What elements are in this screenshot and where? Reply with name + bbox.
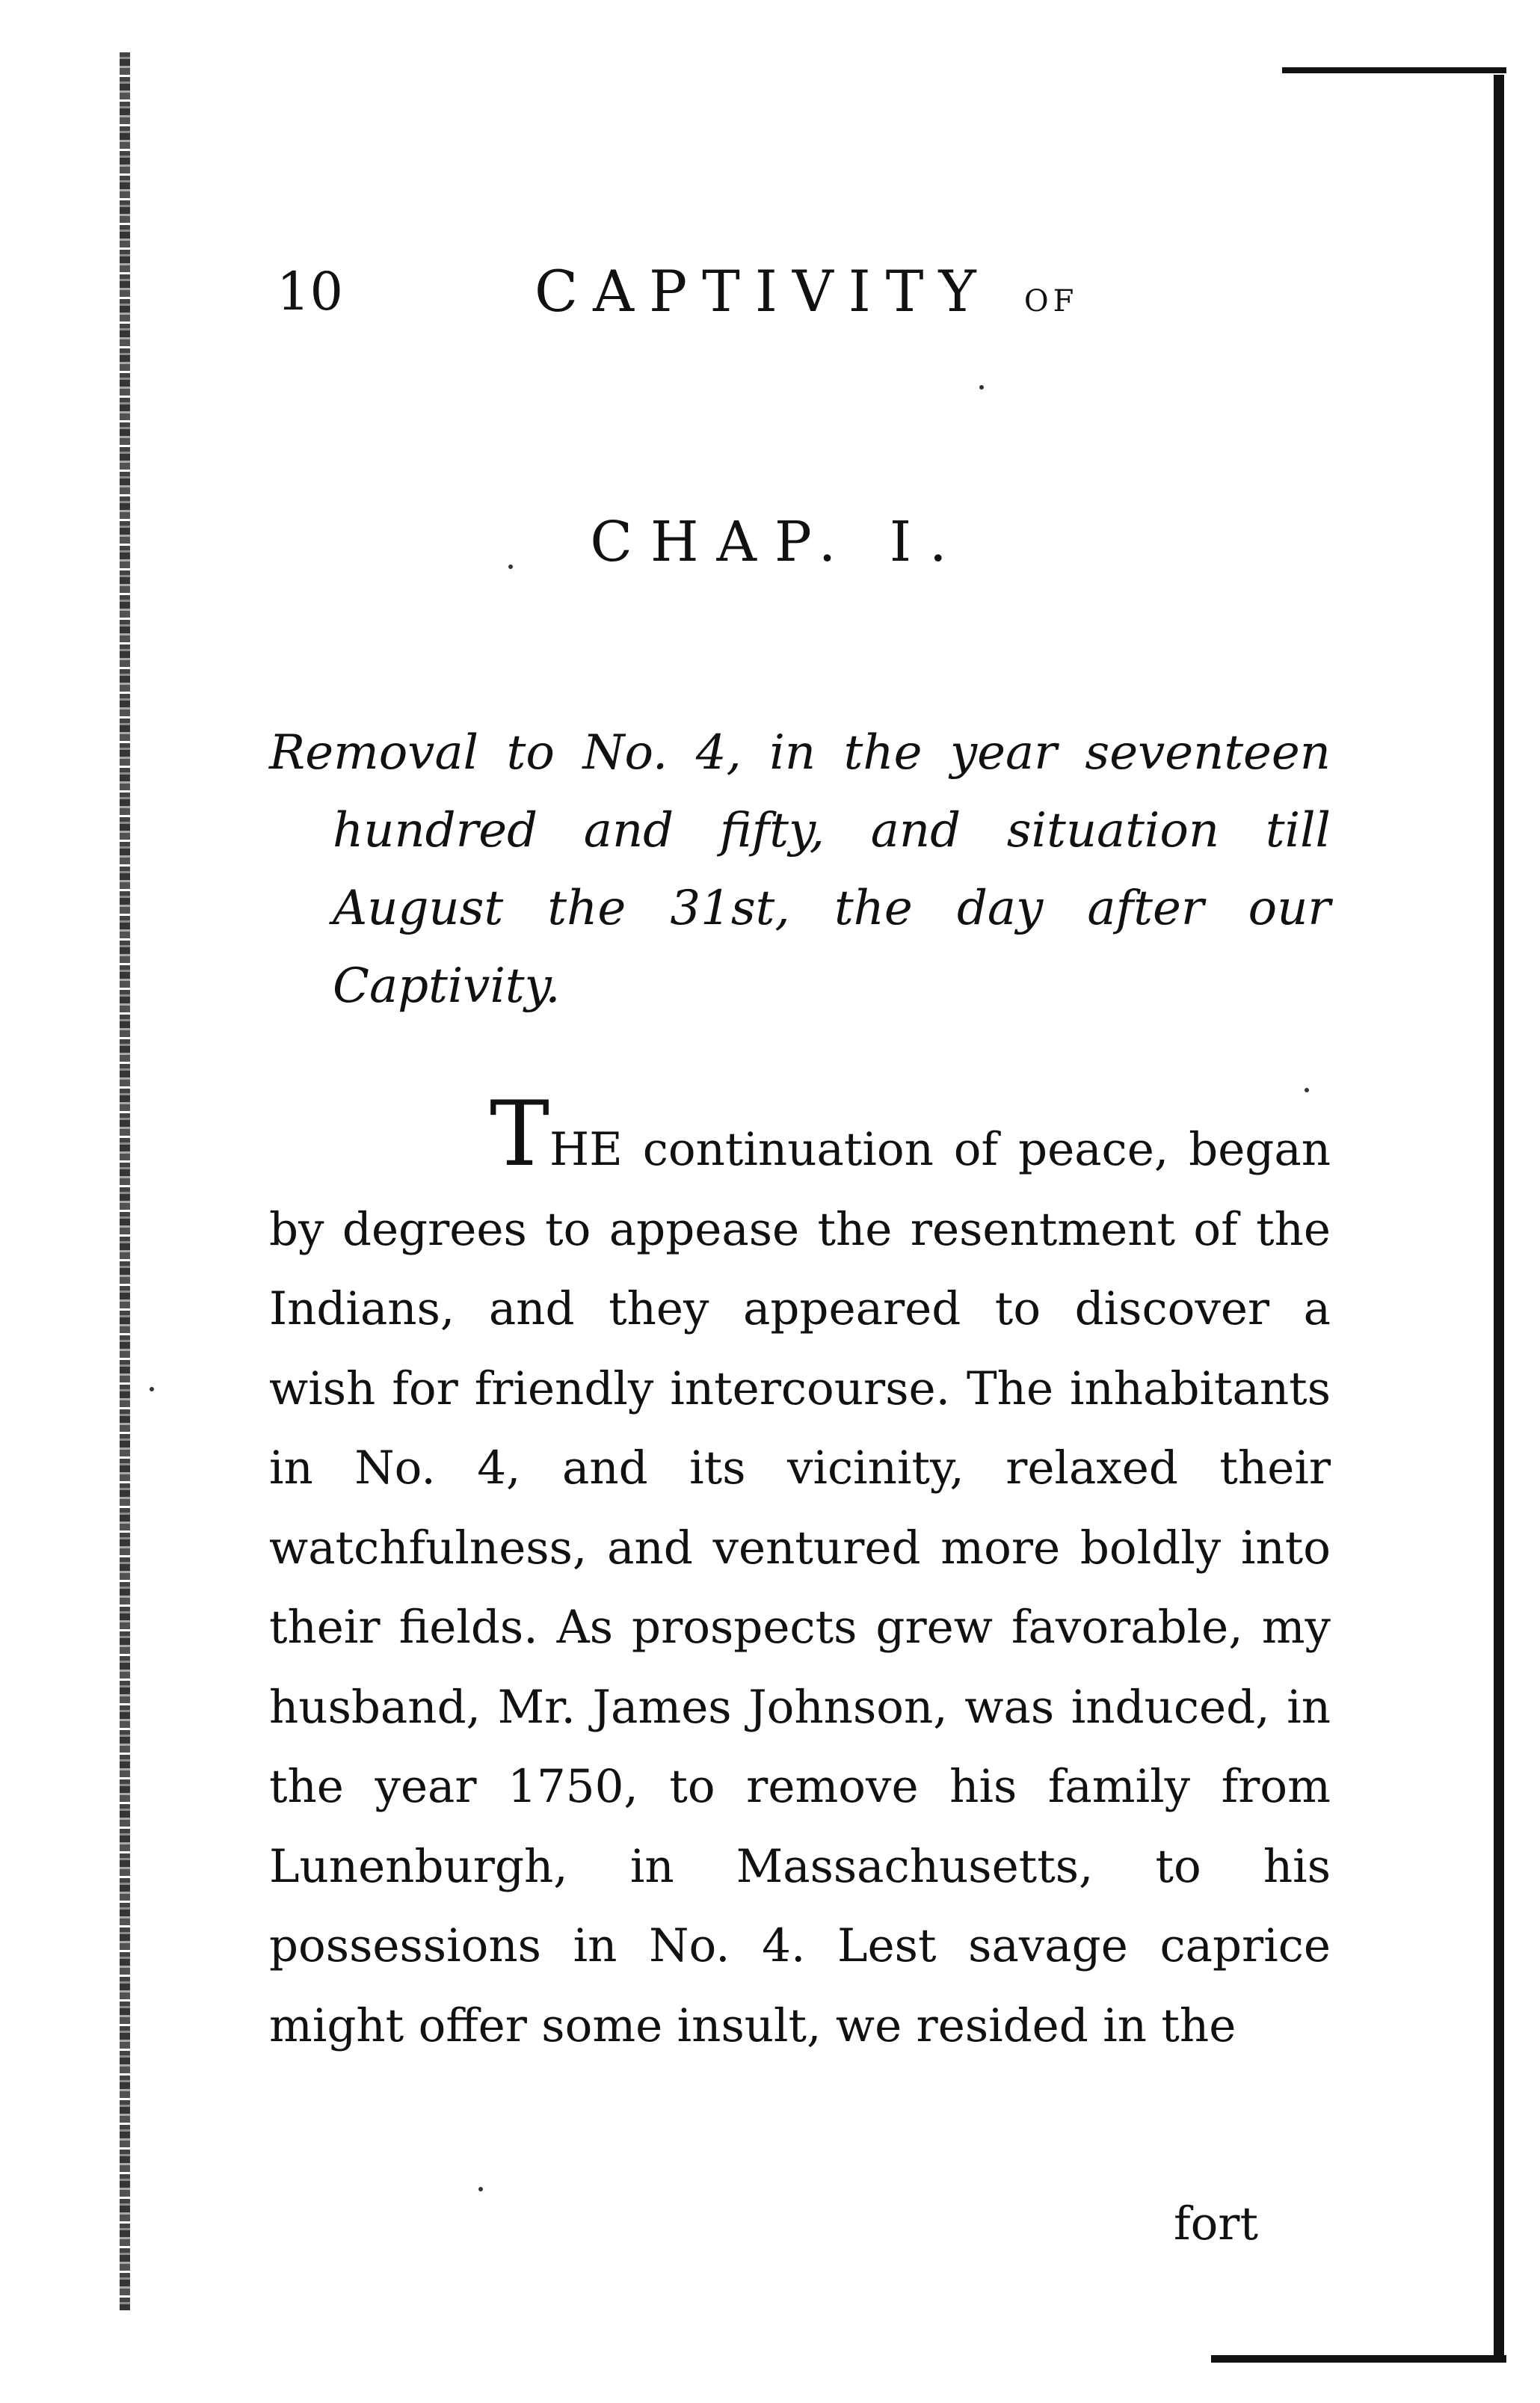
chapter-heading: CHAP. I. (590, 510, 965, 574)
running-title (535, 258, 1078, 335)
body-paragraph (269, 1083, 1331, 2066)
scan-speck (150, 1387, 154, 1391)
chapter-summary (269, 714, 1331, 1025)
catchword: fort (1174, 2197, 1258, 2250)
scan-left-edge (120, 52, 130, 2310)
scan-right-rule (1494, 75, 1504, 2363)
running-head (277, 258, 1248, 325)
page-number: 10 (277, 261, 344, 322)
chapter-summary-text: Removal to No. 4, in the year seventeen hundred and fifty, and situation till August the 31st, the day after our Captivity. (269, 725, 1331, 1014)
scan-bottom-rule (1211, 2355, 1506, 2363)
running-title-small: OF (1023, 284, 1079, 319)
scan-speck (478, 2187, 483, 2191)
scan-speck (979, 385, 984, 390)
body-text: HE continuation of peace, began by degrees to appease the resentment of the Indians, and they appeared to discover a wish for friendly intercourse. The inhabitants in No. 4, and its vicinity, relaxed their watchfulness, and ventured more boldly into their fields. As prospects grew favorable, my husband, Mr. James Johnson, was induced, in the year 1750, to remove his family from Lunenburgh, in Massachusetts, to his possessions in No. 4. Lest savage caprice might offer some insult, we resided in the (269, 1123, 1331, 2052)
running-title-main: CAPTIVITY (535, 258, 991, 324)
drop-cap: T (490, 1083, 550, 1187)
scan-top-rule (1282, 67, 1506, 73)
scan-speck (1305, 1088, 1309, 1092)
